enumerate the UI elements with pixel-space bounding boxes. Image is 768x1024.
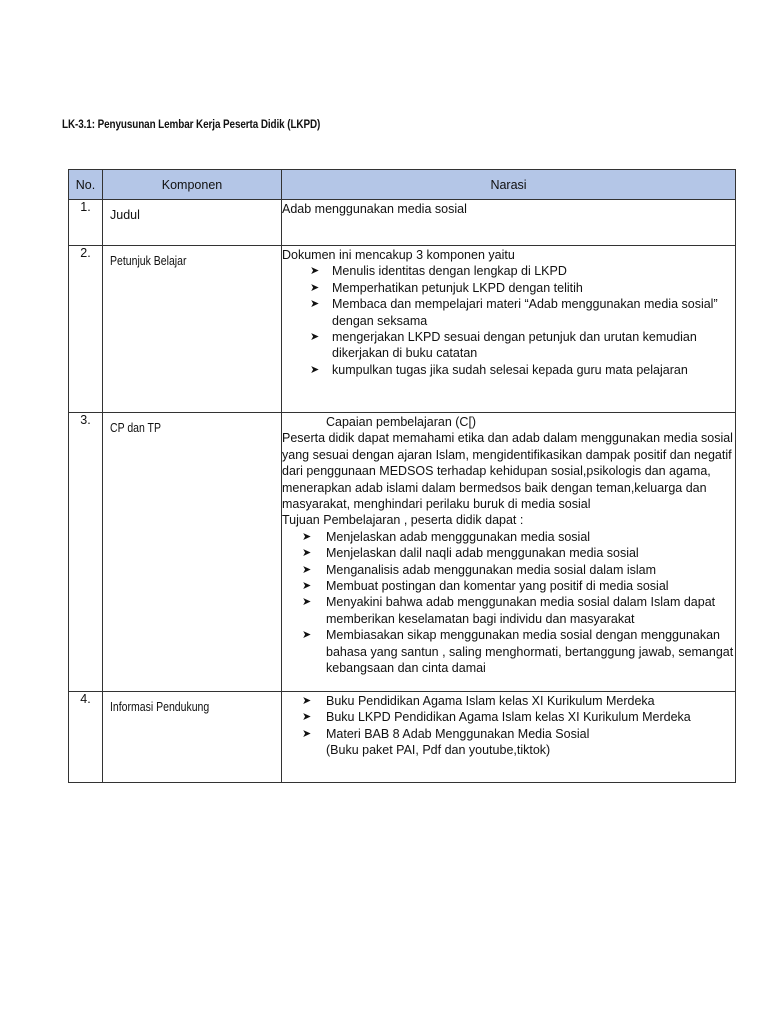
komponen-label: CP dan TP <box>110 421 161 435</box>
arrowhead-bullet-icon: ➤ <box>310 281 320 294</box>
arrowhead-bullet-icon: ➤ <box>302 711 312 724</box>
list-item-text: Menjelaskan adab mengggunakan media sosial <box>326 529 591 544</box>
table-row <box>69 246 736 413</box>
list-item <box>282 545 734 561</box>
arrowhead-bullet-icon: ➤ <box>302 530 312 543</box>
bullet-list <box>282 692 734 742</box>
komponen-label: Petunjuk Belajar <box>110 254 187 268</box>
list-item-text: mengerjakan LKPD sesuai dengan petunjuk dan urutan kemudian dikerjakan di buku catatan <box>332 330 697 361</box>
list-item-text: Membiasakan sikap menggunakan media sosial dengan menggunakan bahasa yang santun , saling menghormati, bertanggung jawab, semangat kebangsaan dan cinta damai <box>326 628 734 676</box>
list-item <box>282 627 734 676</box>
list-item-text: kumpulkan tugas jika sudah selesai kepada guru mata pelajaran <box>332 362 688 377</box>
list-item-text: Buku Pendidikan Agama Islam kelas XI Kurikulum Merdeka <box>326 694 655 708</box>
komponen-label: Informasi Pendukung <box>110 700 210 714</box>
list-item <box>282 329 734 362</box>
row-komponen <box>103 246 282 413</box>
row-number: 1. <box>69 200 103 246</box>
list-item <box>282 709 734 725</box>
table-row <box>69 692 736 783</box>
info-note: (Buku paket PAI, Pdf dan youtube,tiktok) <box>326 743 551 758</box>
row-narasi <box>282 200 736 246</box>
arrowhead-bullet-icon: ➤ <box>302 695 312 707</box>
list-item <box>282 529 734 545</box>
list-item-text: Menulis identitas dengan lengkap di LKPD <box>332 264 567 279</box>
list-item <box>282 280 734 296</box>
row-narasi <box>282 246 736 413</box>
bullet-list <box>282 529 734 677</box>
row-komponen <box>103 413 282 692</box>
arrowhead-bullet-icon: ➤ <box>302 727 312 740</box>
arrowhead-bullet-icon: ➤ <box>302 547 312 560</box>
arrowhead-bullet-icon: ➤ <box>310 265 320 278</box>
row-number: 3. <box>69 413 103 692</box>
row-narasi <box>282 413 736 692</box>
arrowhead-bullet-icon: ➤ <box>302 563 312 576</box>
list-item <box>282 578 734 594</box>
list-item-text: Menjelaskan dalil naqli adab menggunakan media sosial <box>326 546 639 561</box>
narasi-text: Adab menggunakan media sosial <box>282 202 467 216</box>
row-narasi <box>282 692 736 783</box>
arrowhead-bullet-icon: ➤ <box>310 298 320 311</box>
row-number: 2. <box>69 246 103 413</box>
row-komponen <box>103 692 282 783</box>
arrowhead-bullet-icon: ➤ <box>302 596 312 609</box>
table-row <box>69 413 736 692</box>
table-row <box>69 200 736 246</box>
list-item <box>282 562 734 578</box>
list-item <box>282 594 734 627</box>
header-no: No. <box>69 170 103 200</box>
komponen-label: Judul <box>110 208 140 222</box>
cp-text: Peserta didik dapat memahami etika dan adab dalam menggunakan media sosial yang sesuai dengan ajaran Islam, mengidentifikasikan dampak positif dan negatif dari penggunaan MEDSOS terhadap kehidupan sosial,psikologis dan agama, menerapkan adab islami dalam bermedsos baik dengan teman,keluarga dan masyarakat, menghindari perilaku buruk di media sosial <box>282 431 733 512</box>
narasi-intro: Dokumen ini mencakup 3 komponen yaitu <box>282 248 515 262</box>
list-item <box>282 693 734 709</box>
list-item-text: Materi BAB 8 Adab Menggunakan Media Sosial <box>326 726 590 741</box>
lkpd-table <box>68 169 736 783</box>
arrowhead-bullet-icon: ➤ <box>310 331 320 344</box>
header-narasi: Narasi <box>282 170 736 200</box>
list-item-text: Menyakini bahwa adab menggunakan media sosial dalam Islam dapat memberikan keselamatan bagi individu dan masyarakat <box>326 595 716 626</box>
list-item-text: Memperhatikan petunjuk LKPD dengan telitih <box>332 280 583 295</box>
cp-heading: Capaian pembelajaran (C[) <box>326 415 477 429</box>
row-number: 4. <box>69 692 103 783</box>
header-komponen: Komponen <box>103 170 282 200</box>
row-komponen <box>103 200 282 246</box>
bullet-list <box>282 263 734 378</box>
list-item-text: Buku LKPD Pendidikan Agama Islam kelas XI Kurikulum Merdeka <box>326 710 691 725</box>
table-header-row <box>69 170 736 200</box>
list-item <box>282 362 734 378</box>
arrowhead-bullet-icon: ➤ <box>302 580 312 593</box>
arrowhead-bullet-icon: ➤ <box>302 629 312 642</box>
list-item <box>282 726 734 742</box>
list-item-text: Membuat postingan dan komentar yang positif di media sosial <box>326 579 669 594</box>
arrowhead-bullet-icon: ➤ <box>310 363 320 376</box>
document-title: LK-3.1: Penyusunan Lembar Kerja Peserta Didik (LKPD) <box>62 119 321 131</box>
list-item <box>282 263 734 279</box>
list-item <box>282 296 734 329</box>
list-item-text: Membaca dan mempelajari materi “Adab menggunakan media sosial” dengan seksama <box>332 297 718 328</box>
list-item-text: Menganalisis adab menggunakan media sosial dalam islam <box>326 562 657 577</box>
tp-intro: Tujuan Pembelajaran , peserta didik dapat : <box>282 513 524 528</box>
